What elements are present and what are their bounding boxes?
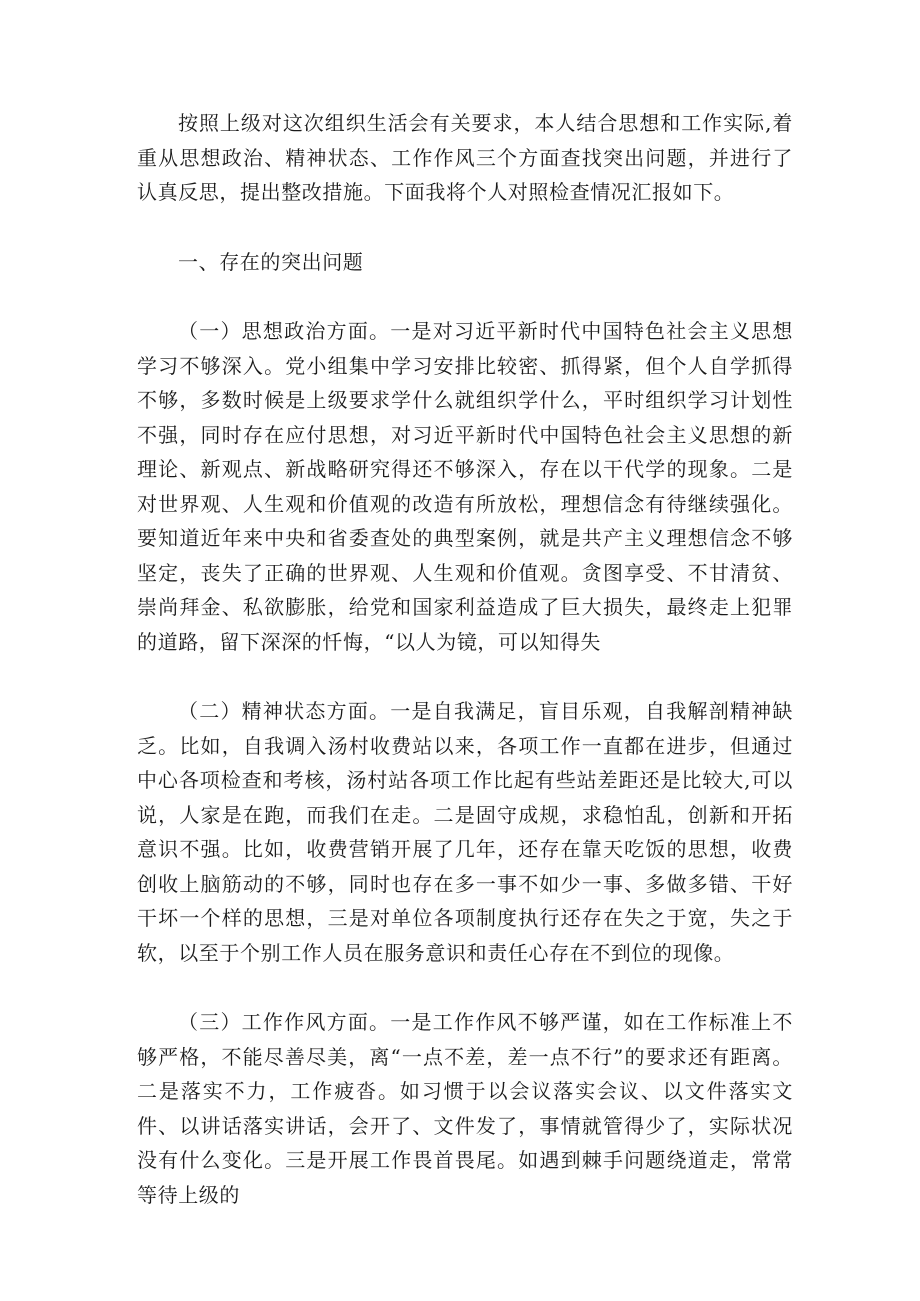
paragraph-work-style: （三）工作作风方面。一是工作作风不够严谨，如在工作标准上不够严格，不能尽善尽美，离“一点不差，差一点不行”的要求还有距离。二是落实不力，工作疲沓。如习惯于以会议落实会议、以文件落实文件、以讲话落实讲话，会开了、文件发了，事情就管得少了，实际状况没有什么变化。三是开展工作畏首畏尾。如遇到棘手问题绕道走，常常等待上级的 — [137, 1010, 793, 1207]
intro-paragraph: 按照上级对这次组织生活会有关要求，本人结合思想和工作实际,着重从思想政治、精神状态、工作作风三个方面查找突出问题，并进行了认真反思，提出整改措施。下面我将个人对照检查情况汇报如下。 — [137, 111, 793, 204]
paragraph-ideological-political: （一）思想政治方面。一是对习近平新时代中国特色社会主义思想学习不够深入。党小组集中学习安排比较密、抓得紧，但个人自学抓得不够，多数时候是上级要求学什么就组织学什么，平时组织学习计划性不强，同时存在应付思想，对习近平新时代中国特色社会主义思想的新理论、新观点、新战略研究得还不够深入，存在以干代学的现象。二是对世界观、人生观和价值观的改造有所放松，理想信念有待继续强化。要知道近年来中央和省委查处的典型案例，就是共产主义理想信念不够坚定，丧失了正确的世界观、人生观和价值观。贪图享受、不甘清贫、崇尚拜金、私欲膨胀，给党和国家利益造成了巨大损失，最终走上犯罪的道路，留下深深的忏悔，“以人为镜，可以知得失 — [137, 319, 793, 654]
document-body — [137, 106, 793, 1247]
section-heading: 一、存在的突出问题 — [178, 249, 364, 274]
paragraph-mental-state: （二）精神状态方面。一是自我满足，盲目乐观，自我解剖精神缺乏。比如，自我调入汤村收费站以来，各项工作一直都在进步，但通过中心各项检查和考核，汤村站各项工作比起有些站差距还是比较大,可以说，人家是在跑，而我们在走。二是固守成规，求稳怕乱，创新和开拓意识不强。比如，收费营销开展了几年，还存在靠天吃饭的思想，收费创收上脑筋动的不够，同时也存在多一事不如少一事、多做多错、干好干坏一个样的思想，三是对单位各项制度执行还存在失之于宽，失之于软，以至于个别工作人员在服务意识和责任心存在不到位的现像。 — [137, 699, 793, 965]
